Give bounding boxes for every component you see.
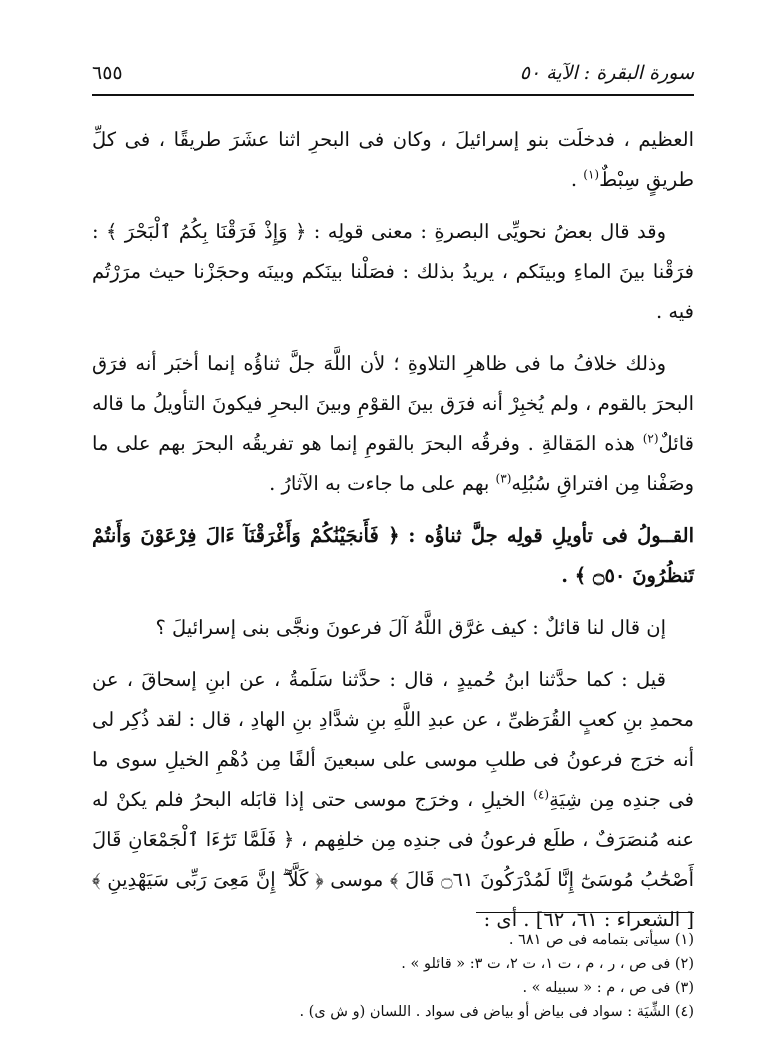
p1-end: . [570,168,584,191]
section-heading [92,516,694,596]
footnote-ref-4: (٤) [533,787,550,802]
footnote-ref-2: (٢) [642,431,659,446]
paragraph-4: إن قال لنا قائلٌ : كيف غرَّق اللَّهُ آلَ فرعونَ ونجَّى بنى إسرائيلَ ؟ [155,616,666,639]
footnote-3: (٣) فى ص ، م : « سبيله » . [522,980,694,996]
paragraph-3 [92,344,694,504]
p3-text-a: وذلك خلافُ ما فى ظاهرِ التلاوةِ ؛ لأن اللَّهَ جلَّ ثناؤُه إنما أخبَر أنه فرَق البحرَ بالقوم ، ولم يُخبِرْ أنه فرَق بينَ القوْمِ وبينَ البحرِ فيكونَ التأويلُ ما قاله قائلٌ [92,352,694,455]
p5-text-b: الخيلِ ، وخرَج موسى حتى إذا قابَله البحرُ فلم يكنْ له عنه مُنصَرَفٌ ، طلَع فرعونُ فى جندِه مِن خلفِهم ، ﴿ فَلَمَّا تَرَٰٓءَا ٱلْجَمْعَانِ قَالَ أَصْحَٰبُ مُوسَىٰٓ إِنَّا لَمُدْرَكُونَ ۝٦١ قَالَ ﴾ موسى ﴿ كَلَّآ ۖ إِنَّ مَعِىَ رَبِّى سَيَهْدِينِ ﴾ [ الشعراء : ٦١، ٦٢] . أى : [92,788,694,931]
main-text [92,120,694,952]
heading-text: القــولُ فى تأويلِ قولِه جلَّ ثناؤُه : [408,524,694,547]
footnote-1: (١) سيأتى بتمامه فى ص ٦٨١ . [508,932,694,948]
surah-title: سورة البقرة : الآية ٥٠ [519,62,694,84]
p5-text-a: قيل : كما حدَّثنا ابنُ حُميدٍ ، قال : حدَّثنا سَلَمةُ ، عن ابنِ إسحاقَ ، عن محمدِ بنِ كعبٍ القُرَظىِّ ، عن عبدِ اللَّهِ بنِ شدَّادِ بنِ الهادِ ، قال : لقد ذُكِر لى أنه خرَج فرعونُ فى طلبِ موسى على سبعينَ ألفًا مِن دُهْمِ الخيلِ سوى ما فى جندِه مِن شِيَةِ [92,668,694,811]
page-number: ٦٥٥ [92,62,123,84]
footnotes [92,928,694,1024]
footnote-ref-1: (١) [583,167,600,182]
footnote-divider [476,912,694,913]
p3-text-b: هذه المَقالةِ . وفرقُه البحرَ بالقومِ إنما هو تفريقُه البحرَ بهم على ما وصَفْنا مِن افتراقِ سُبُلِه [92,432,694,495]
p1-text: العظيم ، فدخلَت بنو إسرائيلَ ، وكان فى البحرِ اثنا عشَرَ طريقًا ، فى كلِّ طريقٍ سِبْطٌ [92,128,694,191]
paragraph-5 [92,660,694,940]
page-header [92,60,694,96]
paragraph-1 [92,120,694,200]
ayah-50: ﴿ فَأَنجَيْنَٰكُمْ وَأَغْرَقْنَآ ءَالَ فِرْعَوْنَ وَأَنتُمْ تَنظُرُونَ ۝٥٠ ﴾ . [92,524,694,587]
paragraph-2: وقد قال بعضُ نحويِّى البصرةِ : معنى قولِه : ﴿ وَإِذْ فَرَقْنَا بِكُمُ ٱلْبَحْرَ ﴾ : فرَقْنا بينَ الماءِ وبينَكم ، يريدُ بذلك : فصَلْنا بينَكم وبينَه وحجَزْنا حيث مرَرْتُم فيه . [92,220,694,323]
p3-text-c: بهم على ما جاءت به الآثارُ . [269,472,496,495]
footnote-4: (٤) الشِّيَة : سواد فى بياض أو بياض فى سواد . اللسان (و ش ى) . [299,1004,694,1020]
footnote-ref-3: (٣) [495,471,512,486]
footnote-2: (٢) فى ص ، ر ، م ، ت ١، ت ٢، ت ٣: « قائلو » . [401,956,694,972]
